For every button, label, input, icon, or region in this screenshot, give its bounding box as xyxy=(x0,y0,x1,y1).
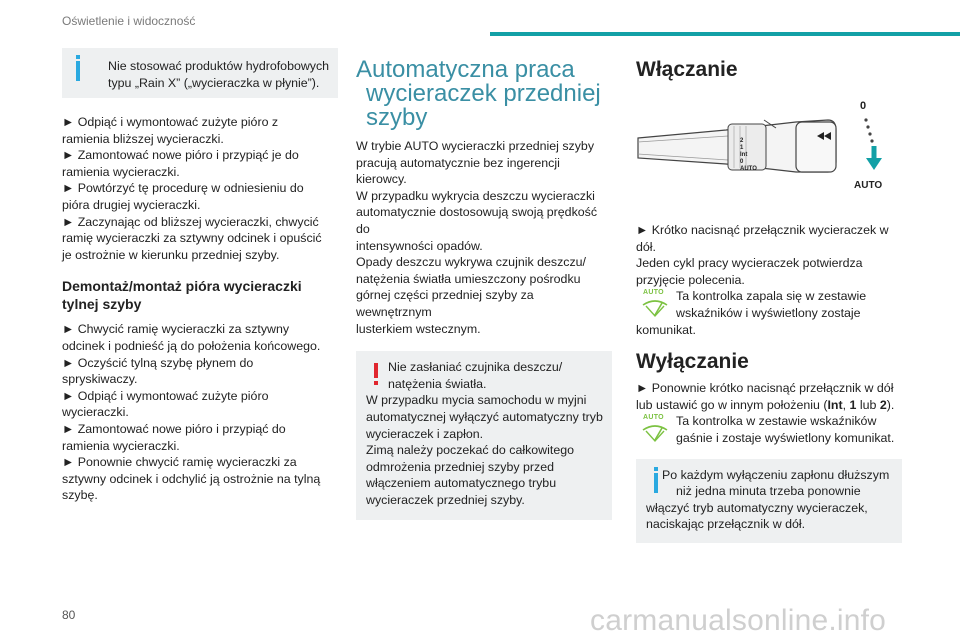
position-int: Int xyxy=(827,397,843,412)
instruction-line: ► Chwycić ramię wycieraczki za sztywny xyxy=(62,322,290,337)
lamp-auto-label: AUTO xyxy=(643,414,664,422)
warning-line: Nie zasłaniać czujnika deszczu/ xyxy=(388,360,563,375)
lamp-auto-label: AUTO xyxy=(643,289,664,297)
info-line: włączyć tryb automatyczny wycieraczek, xyxy=(646,500,868,515)
heading-line: szyby xyxy=(366,104,428,131)
instruction-line: ► Odpiąć i wymontować zużyte pióro xyxy=(62,388,269,403)
position-2: 2 xyxy=(879,397,887,412)
instruction-line: wycieraczki. xyxy=(62,405,129,420)
off-lamp-row xyxy=(636,413,902,446)
wiper-stalk-diagram xyxy=(636,100,902,200)
column-left xyxy=(62,48,338,504)
info-note xyxy=(636,459,902,543)
on-line: dół. xyxy=(636,239,656,254)
warning-note xyxy=(356,351,612,520)
warning-line: odmrożenia przedniej szyby przed xyxy=(366,459,555,474)
description-line: W trybie AUTO wycieraczki przedniej szyby xyxy=(356,139,595,153)
section-title: Oświetlenie i widoczność xyxy=(62,14,196,28)
instruction-line: odcinek i podnieść ją do położenia końcowego. xyxy=(62,338,321,353)
note-line: typu „Rain X” („wycieraczka w płynie”). xyxy=(108,75,320,90)
subheading xyxy=(62,277,338,313)
subheading-line: Demontaż/montaż pióra wycieraczki xyxy=(62,278,302,295)
info-icon xyxy=(76,61,80,81)
off-lamp-line: Ta kontrolka w zestawie wskaźników xyxy=(676,414,877,429)
description-line: natężenia światła umieszczony pośrodku xyxy=(356,271,581,286)
heading-off: Wyłączanie xyxy=(636,350,749,374)
page-number: 80 xyxy=(62,608,76,622)
header-accent-bar xyxy=(490,32,960,36)
description-line: intensywności opadów. xyxy=(356,238,483,253)
auto-wiper-lamp-icon xyxy=(640,289,674,319)
warning-icon xyxy=(374,363,378,378)
instruction-line: ramienia bliższej wycieraczki. xyxy=(62,131,224,146)
description-line: górnej części przedniej szyby za wewnętrznym xyxy=(356,288,534,319)
off-line: ► Ponownie krótko nacisnąć przełącznik w dół xyxy=(636,381,894,396)
mark-0: 0 xyxy=(740,159,744,165)
subheading-line: tylnej szyby xyxy=(62,296,142,313)
heading-line: wycieraczek przedniej xyxy=(366,80,601,107)
column-middle xyxy=(356,48,612,520)
off-lamp-line: gaśnie i zostaje wyświetlony komunikat. xyxy=(676,430,895,445)
on-line: Jeden cykl pracy wycieraczek potwierdza xyxy=(636,256,863,271)
on-lamp-row xyxy=(636,288,902,321)
warning-line: automatycznej wyłączyć automatyczny tryb xyxy=(366,409,603,424)
instruction-line: spryskiwaczy. xyxy=(62,372,138,387)
off-line xyxy=(636,397,902,414)
info-icon xyxy=(654,473,658,493)
description-line: W przypadku wykrycia deszczu wycieraczki xyxy=(356,188,595,203)
warning-line: W przypadku mycia samochodu w myjni xyxy=(366,393,587,408)
info-line: Po każdym wyłączeniu zapłonu dłuższym xyxy=(662,467,890,482)
stalk-position-marks xyxy=(740,138,757,173)
instruction-line: ramienia wycieraczki. xyxy=(62,438,180,453)
on-lamp-line: Ta kontrolka zapala się w zestawie xyxy=(676,289,867,304)
instruction-line: ► Powtórzyć tę procedurę w odniesieniu do xyxy=(62,181,304,196)
label-auto: AUTO xyxy=(854,180,883,191)
note-line: Nie stosować produktów hydrofobowych xyxy=(108,59,330,73)
position-1: 1 xyxy=(849,397,857,412)
instruction-line: ► Zamontować nowe pióro i przypiąć je do xyxy=(62,148,299,163)
info-line: niż jedna minuta trzeba ponownie xyxy=(676,484,861,499)
off-sep: lub xyxy=(856,397,880,412)
column-right xyxy=(636,48,902,543)
mark-1: 1 xyxy=(740,145,744,151)
mark-auto: AUTO xyxy=(740,166,757,172)
instruction-line: ramię wycieraczki za sztywny odcinek i opuścić xyxy=(62,231,322,246)
watermark: carmanualsonline.info xyxy=(590,604,887,637)
instruction-line: szybę. xyxy=(62,488,98,503)
off-text-pre: lub ustawić go w innym położeniu ( xyxy=(636,397,828,412)
warning-line: wycieraczek przedniej szyby. xyxy=(366,492,525,507)
off-text-post: ). xyxy=(886,397,895,412)
instruction-line: ► Oczyścić tylną szybę płynem do xyxy=(62,355,254,370)
description xyxy=(356,138,612,337)
instruction-line: ► Zaczynając od bliższej wycieraczki, chwycić xyxy=(62,214,319,229)
info-note xyxy=(62,48,338,98)
instruction-line: sztywny odcinek i odchylić ją ostrożnie na tylną xyxy=(62,471,321,486)
warning-line: wycieraczek i zapłon. xyxy=(366,426,484,441)
mark-int: Int xyxy=(740,152,748,158)
instruction-list xyxy=(62,321,338,504)
on-instructions xyxy=(636,222,902,288)
instruction-line: ramienia wycieraczki. xyxy=(62,164,180,179)
description-line: Opady deszczu wykrywa czujnik deszczu/ xyxy=(356,255,587,270)
on-lamp-line: komunikat. xyxy=(636,322,696,337)
label-zero: 0 xyxy=(860,100,867,112)
section-heading xyxy=(356,58,612,130)
mark-2: 2 xyxy=(740,138,744,144)
instruction-line: ► Ponownie chwycić ramię wycieraczki za xyxy=(62,455,297,470)
off-instructions xyxy=(636,380,902,413)
on-line: przyjęcie polecenia. xyxy=(636,272,745,287)
instruction-line: je ostrożnie w kierunku przedniej szyby. xyxy=(62,247,280,262)
warning-line: natężenia światła. xyxy=(388,376,487,391)
instruction-list xyxy=(62,114,338,263)
description-line: pracują automatycznie bez ingerencji kierowcy. xyxy=(356,155,560,187)
instruction-line: pióra drugiej wycieraczki. xyxy=(62,197,201,212)
on-lamp-line: wskaźników i wyświetlony zostaje xyxy=(676,305,861,320)
instruction-line: ► Zamontować nowe pióro i przypiąć do xyxy=(62,421,286,436)
heading-line: Automatyczna praca xyxy=(356,56,575,83)
off-sep: , xyxy=(842,397,850,412)
info-line: naciskając przełącznik w dół. xyxy=(646,517,806,532)
warning-line: Zimą należy poczekać do całkowitego xyxy=(366,443,574,458)
warning-line: włączeniem automatycznego trybu xyxy=(366,476,557,491)
description-line: automatycznie dostosowują swoją prędkość do xyxy=(356,205,598,236)
description-line: lusterkiem wstecznym. xyxy=(356,321,481,336)
on-line: ► Krótko nacisnąć przełącznik wycieraczek w xyxy=(636,223,889,237)
heading-on: Włączanie xyxy=(636,58,738,81)
instruction-line: ► Odpiąć i wymontować zużyte pióro z xyxy=(62,115,279,129)
auto-wiper-lamp-icon xyxy=(640,414,674,444)
